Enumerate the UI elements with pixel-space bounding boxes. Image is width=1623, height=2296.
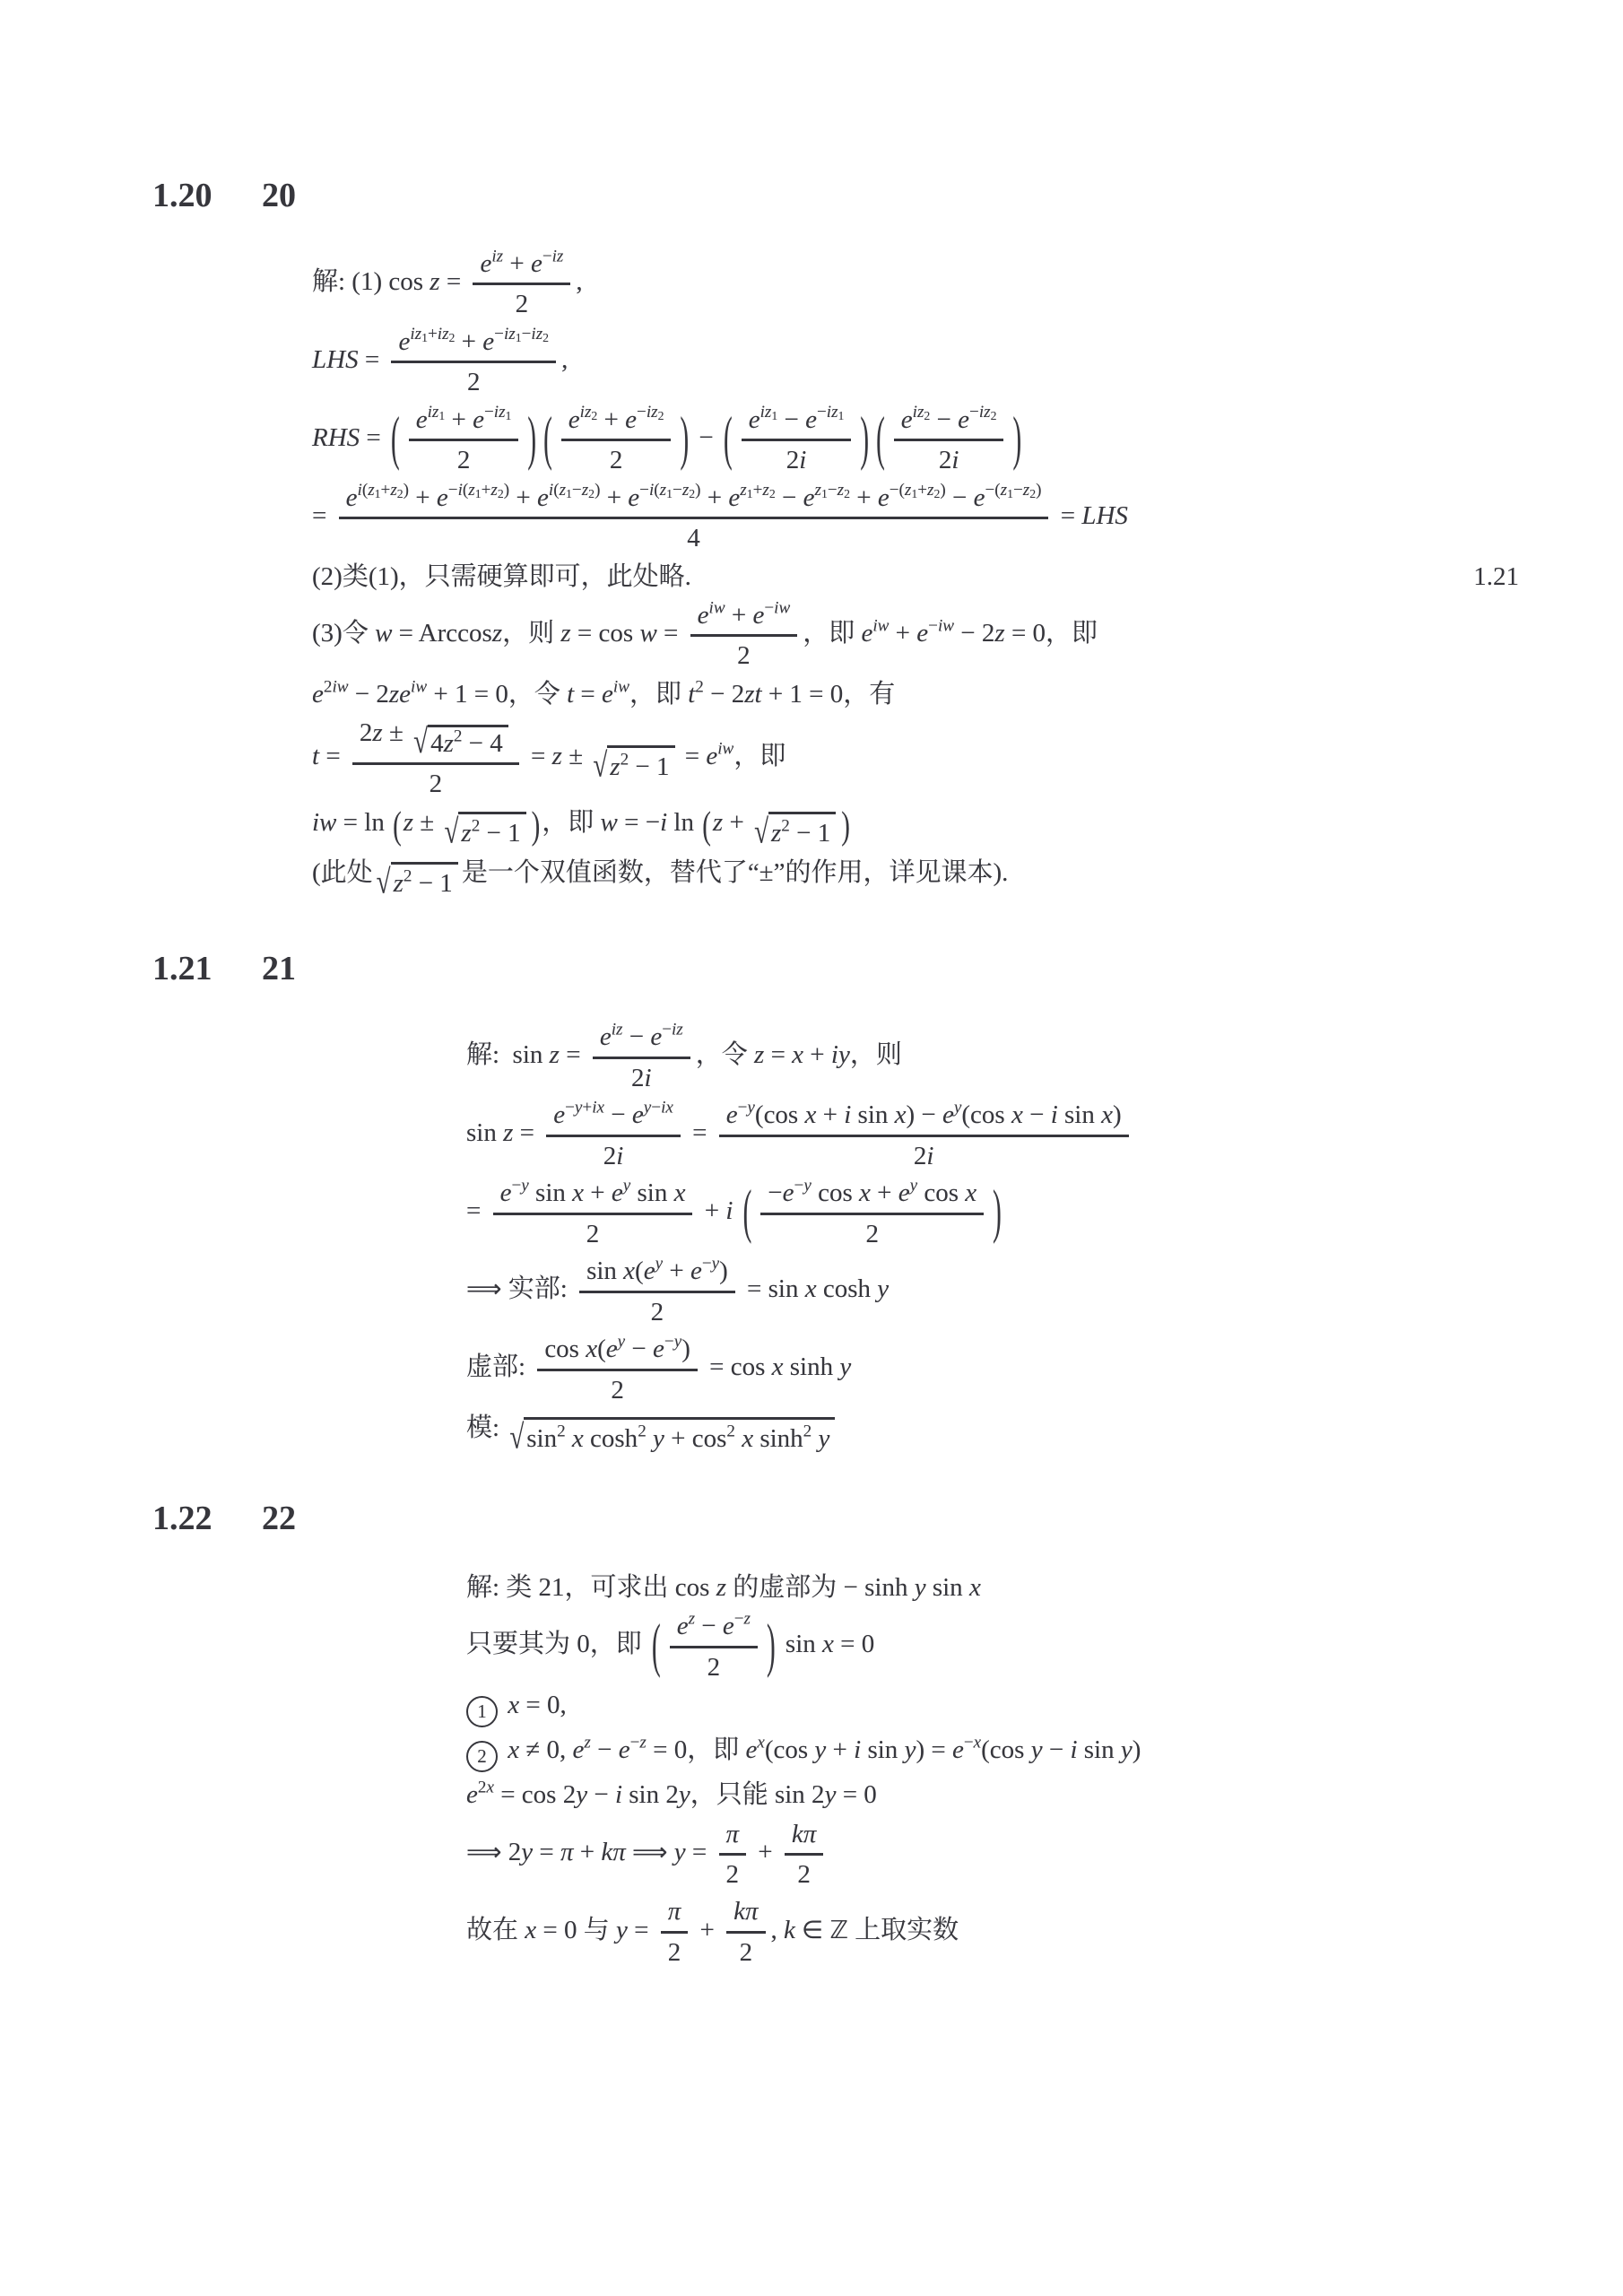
- formula-line: [466, 1411, 1623, 1456]
- formula-content: RHS = ( $e^{iz_1} + e^{-iz_1}$ 2 ) ( $e^{iz_2} + e^{-iz_2}$ 2 ) − ( $e^{iz_1} - e^{-iz_1}$ 2i ) ( $e^{iz_2} - e^{-iz_2}$ 2i ): [312, 403, 1022, 475]
- formula-content: (3)令 w = Arccosz，则 z = cos w = $e^{iw} + e^{-iw}$ 2 ，即 $e^{iw} + e^{-iw} - 2z = 0$，即: [312, 598, 1098, 671]
- formula-line: [312, 599, 1519, 672]
- formula-line: [466, 1818, 1623, 1891]
- section-heading: [152, 951, 1623, 988]
- formula-line: [312, 805, 1519, 850]
- formula-content: 1 x = 0,: [466, 1691, 567, 1719]
- formula-line: [312, 717, 1519, 800]
- formula-line: [312, 326, 1519, 398]
- section-number: 1.22: [152, 1500, 213, 1538]
- formula-line: [466, 1099, 1623, 1171]
- formula-line: [466, 1688, 1623, 1727]
- formula-line: [466, 1333, 1623, 1405]
- formula-line: [466, 1570, 1623, 1605]
- formula-line: [466, 1021, 1623, 1093]
- problem-section-1-22: [0, 1500, 1623, 1968]
- formula-line: [312, 677, 1519, 711]
- formula-content: = $e^{i(z_1+z_2)} + e^{-i(z_1+z_2)} + e^{i(z_1-z_2)} + e^{-i(z_1-z_2)} + e^{z_1+z_2} - e^{z_1-z_2} + e^{-(z_1+z_2)} - e^{-(z_1-z_2)}$ 4 = LHS: [312, 481, 1128, 553]
- formula-content: 解: sin z = $e^{iz} - e^{-iz}$ 2i ，令 z = x + iy，则: [466, 1020, 902, 1092]
- section-title: 21: [262, 950, 296, 988]
- formula-content: sin z = $\frac{e^{-y+ix} - e^{y-ix}}{2i}$ = $\frac{e^{-y}(\cos x + i \sin x) - e^y(\cos x - i \sin x)}{2i}$: [466, 1118, 1134, 1147]
- formula-content: iw = ln (z ± √ $z^2 - 1$ )，即 w = −i ln (z + √ $z^2 - 1$ ): [312, 804, 850, 851]
- formula-line: [466, 1610, 1623, 1683]
- solution-block: [312, 248, 1519, 901]
- section-number: 1.20: [152, 177, 213, 214]
- formula-content: 模: √ $\sin^2 x$ $\cosh^2 y + \cos^2 x$ $\sinh^2 y$: [466, 1413, 838, 1442]
- section-heading: [152, 178, 1623, 215]
- formula-line: [312, 248, 1519, 320]
- formula-content: ⟹ 实部: $\frac{\sin x(e^y + e^{-y})}{2}$ = sin x cosh y: [466, 1254, 890, 1326]
- formula-line: [312, 404, 1519, 476]
- formula-line: [466, 1177, 1623, 1249]
- formula-content: 2 x ≠ 0, $e^z - e^{-z} = 0$，即 $e^x(\cos$ y + i $\sin y) = e^{-x}(\cos$ y − i sin y): [466, 1735, 1141, 1764]
- solution-block: [466, 1021, 1623, 1456]
- formula-content: 解: 类 21，可求出 cos z 的虚部为 − sinh y sin x: [466, 1573, 981, 1603]
- formula-content: (2)类(1)，只需硬算即可，此处略.: [312, 561, 691, 591]
- formula-line: [466, 1733, 1623, 1772]
- formula-line: [312, 560, 1519, 594]
- formula-content: ⟹ 2y = π + kπ ⟹ y = $\frac{\pi}{2}$ + $\frac{k\pi}{2}$: [466, 1838, 829, 1866]
- formula-line: [466, 1895, 1623, 1968]
- formula-content: 虚部: $\frac{\cos x(e^y - e^{-y})}{2}$ = cos x sinh y: [466, 1332, 852, 1405]
- solution-block: [466, 1570, 1623, 1968]
- formula-content: 只要其为 0，即 ( $\frac{e^z - e^{-z}}{2}$ ) sin x = 0: [466, 1609, 875, 1682]
- problem-section-1-21: [0, 951, 1623, 1456]
- problem-section-1-20: [0, 0, 1623, 900]
- formula-content: 故在 x = 0 与 y = $\frac{\pi}{2}$ + $\frac{k\pi}{2}$ , k ∈ ℤ 上取实数: [466, 1897, 959, 1967]
- section-heading: [152, 1500, 1623, 1538]
- formula-content: $e^{2iw} - 2ze^{iw} + 1 = 0$，令 $t = e^{iw}$，即 $t^2 - 2zt + 1 = 0$，有: [312, 677, 896, 709]
- section-title: 20: [262, 177, 296, 214]
- section-number: 1.21: [152, 950, 213, 988]
- formula-content: LHS = $e^{iz_1+iz_2} + e^{-iz_1-iz_2}$ 2 ,: [312, 325, 568, 397]
- formula-line: [466, 1778, 1623, 1812]
- formula-content: $e^{2x} = \cos 2y - i$ sin 2y，只能 sin 2y = 0: [466, 1778, 877, 1810]
- formula-line: [312, 482, 1519, 554]
- formula-line: [312, 856, 1519, 900]
- formula-content: = $\frac{e^{-y} \sin x + e^y \sin x}{2}$ + i ( $\frac{-e^{-y} \cos x + e^y \cos x}{2}$ ): [466, 1176, 1002, 1248]
- page-reference: 1.21: [1473, 561, 1519, 591]
- formula-content: t = 2z ± √ $4z^2 - 4$ 2 = z ± √ $z^2 - 1$ = $e^{iw}$，即: [312, 718, 786, 799]
- formula-content: 解: (1) cos z = $e^{iz} + e^{-iz}$ 2 ,: [312, 247, 583, 319]
- formula-content: (此处 √ $z^2 - 1$ 是一个双值函数，替代了“±”的作用，详见课本).: [312, 858, 1009, 901]
- section-title: 22: [262, 1500, 296, 1538]
- formula-line: [466, 1255, 1623, 1327]
